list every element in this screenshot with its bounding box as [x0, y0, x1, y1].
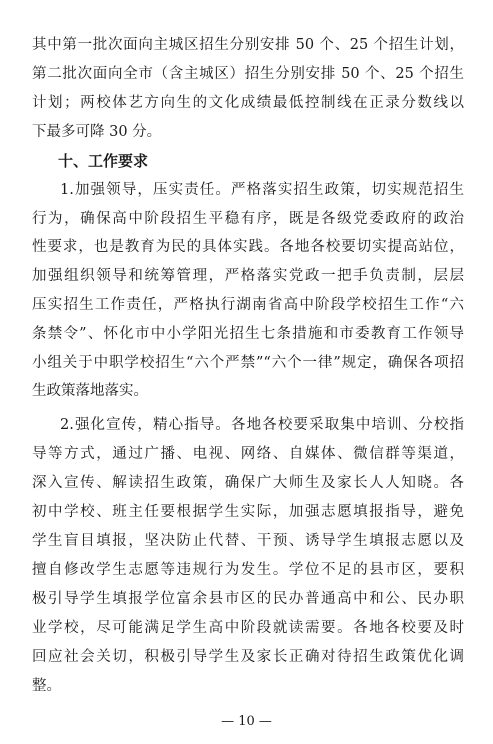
body-text-line: 计划；两校体艺方向生的文化成绩最低控制线在正录分数线以 — [32, 95, 464, 111]
body-text-line: 压实招生工作责任，严格执行湖南省高中阶段学校招生工作“六 — [32, 297, 464, 313]
body-text-line: 初中学校、班主任要根据学生实际，加强志愿填报指导，避免 — [32, 504, 464, 520]
body-text-line: 整。 — [32, 678, 61, 694]
body-text-line: 第二批次面向全市（含主城区）招生分别安排 50 个、25 个招生 — [32, 66, 464, 82]
paragraph-first-line: 2.强化宣传，精心指导。各地各校要采取集中培训、分校指 — [60, 417, 464, 433]
body-text-line: 极引导学生填报学位富余县市区的民办普通高中和公、民办职 — [32, 591, 464, 607]
section-heading: 十、工作要求 — [58, 152, 149, 170]
body-text-line: 条禁令”、怀化市中小学阳光招生七条措施和市委教育工作领导 — [32, 326, 464, 342]
body-text-line: 学生盲目填报，坚决防止代替、干预、诱导学生填报志愿以及 — [32, 533, 464, 549]
body-text-line: 生政策落地落实。 — [32, 383, 148, 399]
body-text-line: 行为，确保高中阶段招生平稳有序，既是各级党委政府的政治 — [32, 211, 464, 227]
body-text-line: 擅自修改学生志愿等违规行为发生。学位不足的县市区，要积 — [32, 562, 464, 578]
body-text-line: 小组关于中职学校招生“六个严禁”“六个一律”规定，确保各项招 — [32, 355, 464, 371]
body-text-line: 其中第一批次面向主城区招生分别安排 50 个、25 个招生计划， — [32, 37, 464, 53]
body-text-line: 回应社会关切，积极引导学生及家长正确对待招生政策优化调 — [32, 649, 464, 665]
body-text-line: 业学校，尽可能满足学生高中阶段就读需要。各地各校要及时 — [32, 620, 464, 636]
paragraph-first-line: 1.加强领导，压实责任。严格落实招生政策，切实规范招生 — [60, 182, 464, 198]
body-text-line: 导等方式，通过广播、电视、网络、自媒体、微信群等渠道， — [32, 446, 464, 462]
body-text-line: 性要求，也是教育为民的具体实践。各地各校要切实提高站位， — [32, 239, 464, 255]
page-number: — 10 — — [221, 714, 272, 729]
body-text-line: 加强组织领导和统筹管理，严格落实党政一把手负责制，层层 — [32, 268, 464, 284]
body-text-line: 深入宣传、解读招生政策，确保广大师生及家长人人知晓。各 — [32, 475, 464, 491]
body-text-line: 下最多可降 30 分。 — [32, 124, 162, 140]
